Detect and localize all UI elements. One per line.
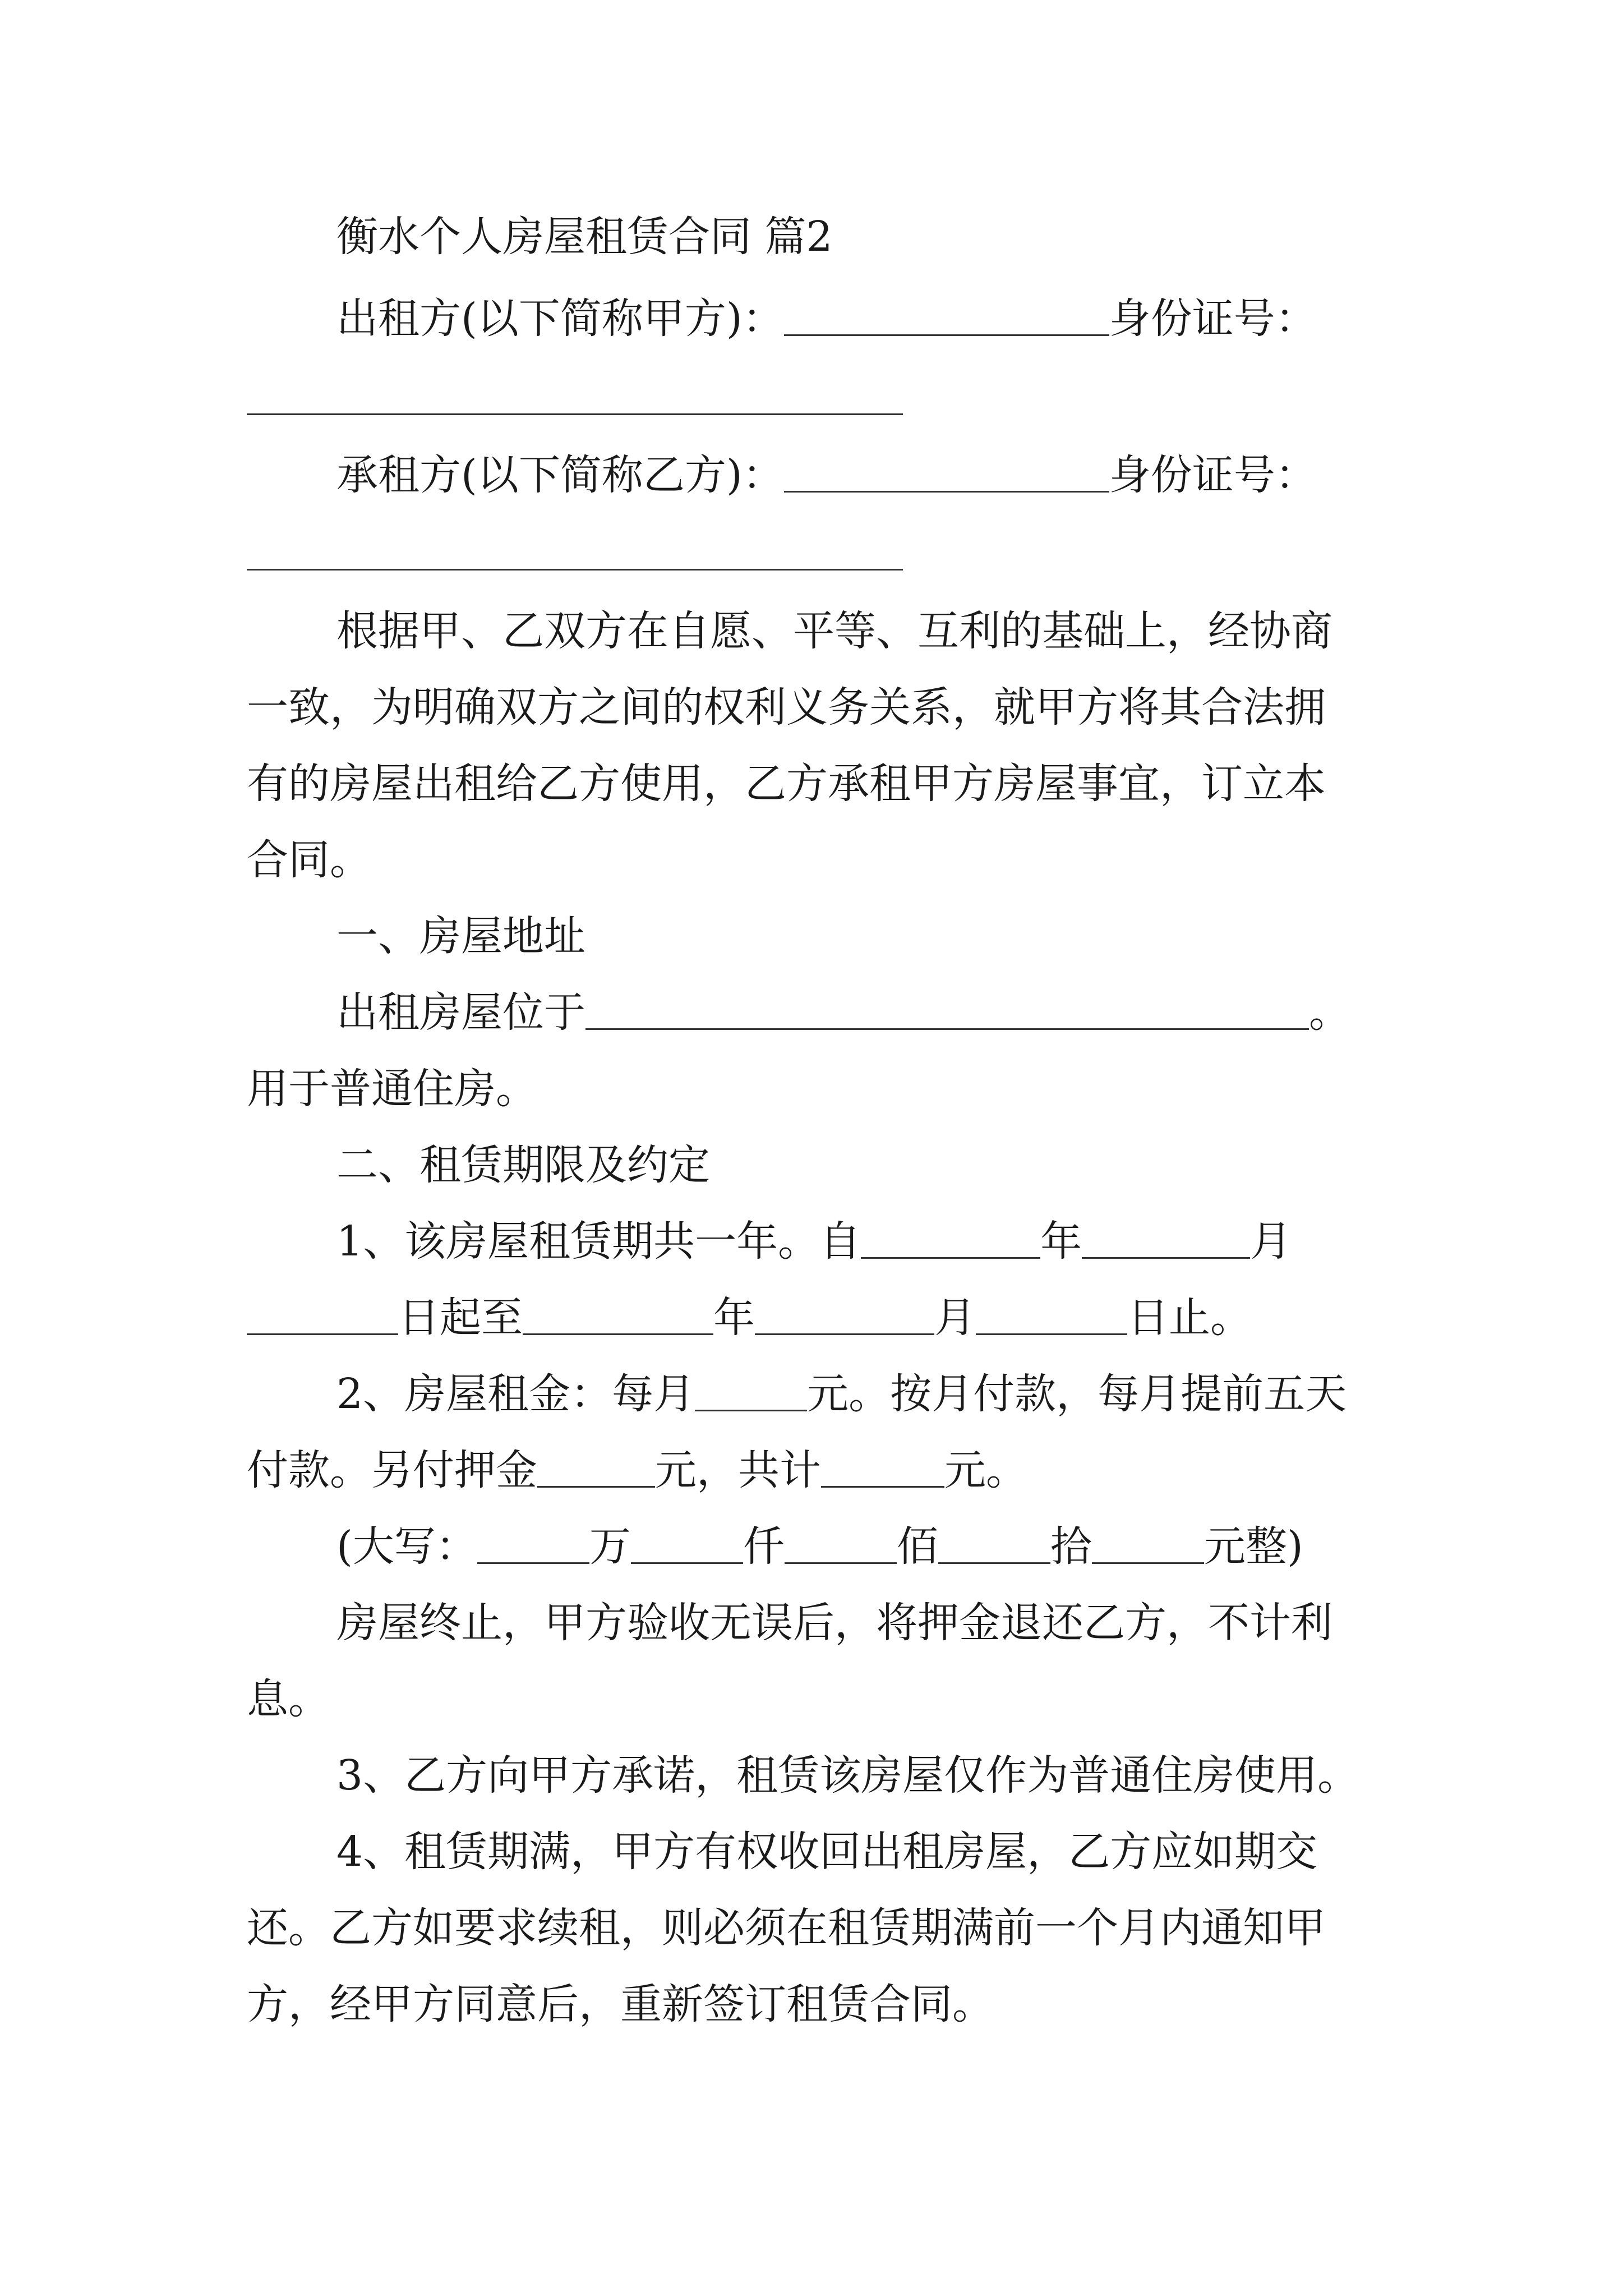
year-label: 年	[1040, 1217, 1082, 1266]
total-label: 元，共计	[655, 1446, 821, 1494]
address-blank[interactable]	[585, 987, 1309, 1030]
clause-2-line-1	[336, 1366, 1347, 1422]
preamble-line-4: 合同。	[247, 836, 371, 884]
month-label: 月	[1250, 1217, 1292, 1266]
start-year-blank[interactable]	[861, 1216, 1040, 1259]
clause-1-text: 1、该房屋租赁期共一年。自	[336, 1217, 861, 1266]
shi-label: 拾	[1050, 1522, 1092, 1571]
lessee-id-label: 身份证号：	[1109, 451, 1317, 499]
monthly-rent-blank[interactable]	[695, 1368, 807, 1411]
lessor-label: 出租方(以下简称甲方)：	[336, 295, 784, 343]
end-day-blank[interactable]	[976, 1292, 1127, 1335]
bai-label: 佰	[896, 1522, 938, 1571]
lessor-name-blank[interactable]	[784, 293, 1109, 336]
deposit-label: 付款。另付押金	[247, 1446, 537, 1494]
clause-4-line-3: 方，经甲方同意后，重新签订租赁合同。	[247, 1980, 994, 2028]
wan-blank[interactable]	[477, 1521, 589, 1564]
wan-label: 万	[589, 1522, 631, 1571]
start-month-blank[interactable]	[1082, 1216, 1250, 1259]
shi-blank[interactable]	[938, 1521, 1050, 1564]
usage-line: 用于普通住房。	[247, 1065, 537, 1113]
section-1-heading: 一、房屋地址	[336, 912, 585, 960]
lessee-id-blank[interactable]	[247, 569, 903, 570]
clause-4-line-2: 还。乙方如要求续租，则必须在租赁期满前一个月内通知甲	[247, 1904, 1326, 1952]
lessee-name-blank[interactable]	[784, 449, 1109, 493]
qian-blank[interactable]	[631, 1521, 743, 1564]
lessee-line	[336, 447, 1391, 503]
end-year-blank[interactable]	[523, 1292, 713, 1335]
qian-label: 仟	[743, 1522, 785, 1571]
clause-2-line-2	[247, 1442, 1027, 1498]
end-month-blank[interactable]	[755, 1292, 934, 1335]
document-title: 衡水个人房屋租赁合同 篇2	[336, 213, 833, 261]
start-day-blank[interactable]	[247, 1292, 398, 1335]
clause-3: 3、乙方向甲方承诺，租赁该房屋仅作为普通住房使用。	[336, 1751, 1359, 1800]
address-prefix: 出租房屋位于	[336, 988, 585, 1037]
capital-label: (大写：	[336, 1522, 477, 1571]
clause-1-line-1	[336, 1213, 1292, 1269]
refund-line-1: 房屋终止，甲方验收无误后，将押金退还乙方，不计利	[336, 1599, 1332, 1647]
day-from-label: 日起至	[398, 1294, 523, 1342]
year-label-2: 年	[713, 1294, 755, 1342]
deposit-blank[interactable]	[537, 1444, 655, 1488]
preamble-line-3: 有的房屋出租给乙方使用，乙方承租甲方房屋事宜，订立本	[247, 760, 1326, 808]
refund-line-2: 息。	[247, 1675, 330, 1723]
preamble-line-1: 根据甲、乙双方在自愿、平等、互利的基础上，经协商	[336, 607, 1332, 655]
address-suffix: 。	[1309, 988, 1350, 1037]
lessee-label: 承租方(以下简称乙方)：	[336, 451, 784, 499]
rent-label: 2、房屋租金：每月	[336, 1370, 695, 1418]
month-label-2: 月	[934, 1294, 976, 1342]
yuan-zheng-label: 元整)	[1204, 1522, 1303, 1571]
rent-terms: 元。按月付款，每月提前五天	[807, 1370, 1347, 1418]
capital-amount-line	[336, 1519, 1303, 1575]
lessor-id-blank[interactable]	[247, 413, 903, 415]
yuan-label: 元。	[944, 1446, 1027, 1494]
lessor-line	[336, 291, 1391, 347]
clause-1-line-2	[247, 1290, 1252, 1346]
lessor-id-label: 身份证号：	[1109, 295, 1317, 343]
yuan-blank[interactable]	[1092, 1521, 1204, 1564]
bai-blank[interactable]	[785, 1521, 897, 1564]
day-end-label: 日止。	[1127, 1294, 1252, 1342]
total-blank[interactable]	[821, 1444, 944, 1488]
preamble-line-2: 一致，为明确双方之间的权利义务关系，就甲方将其合法拥	[247, 683, 1326, 731]
clause-4-line-1: 4、租赁期满，甲方有权收回出租房屋，乙方应如期交	[336, 1828, 1318, 1876]
section-2-heading: 二、租赁期限及约定	[336, 1141, 710, 1189]
address-line	[336, 984, 1350, 1041]
